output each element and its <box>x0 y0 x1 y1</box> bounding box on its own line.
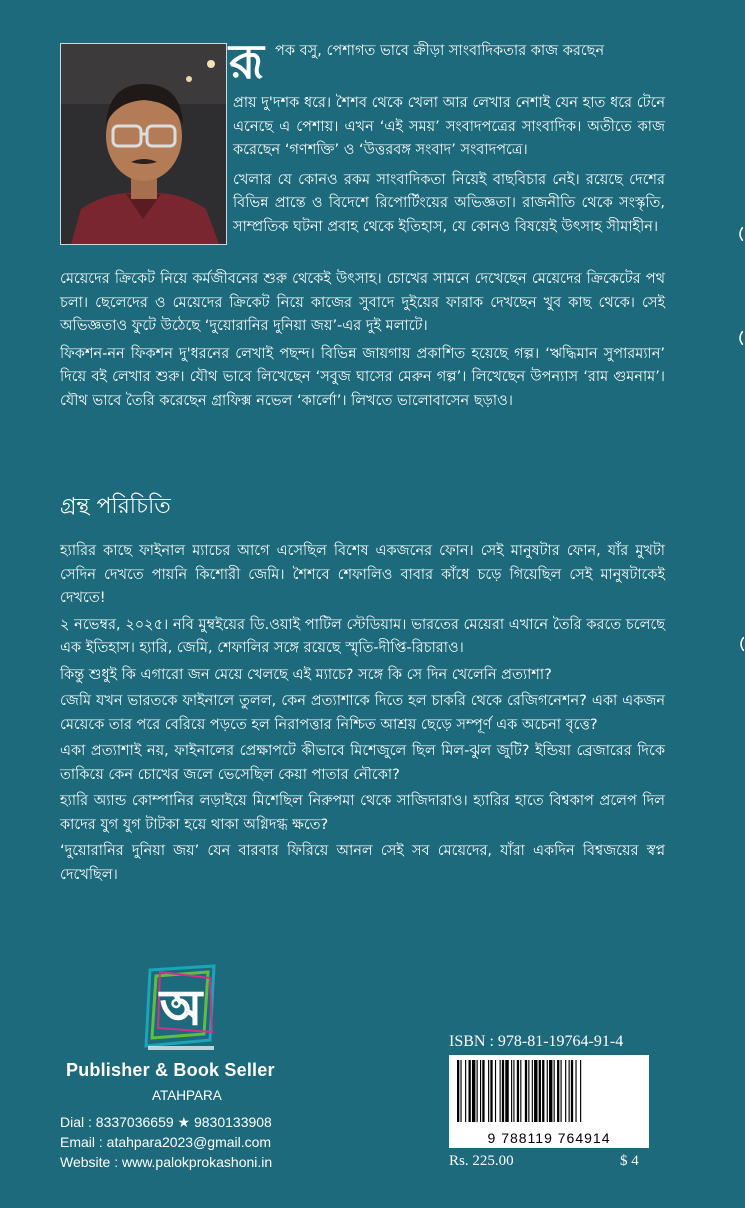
barcode-bars <box>455 1060 643 1128</box>
section-heading: গ্রন্থ পরিচিতি <box>60 494 171 519</box>
author-photo <box>60 43 227 245</box>
publisher-logo-icon <box>140 962 222 1054</box>
blurb-paragraph: হ্যারি অ্যান্ড কোম্পানির লড়াইয়ে মিশেছিল নিরুপমা থেকে সাজিদারাও। হ্যারির হাতে বিশ্বকাপ প্রলেপ দিল কাদের যুগ যুগ টাটকা হয়ে থাকা অগ্নিদগ্ধ ক্ষতে? <box>60 793 665 833</box>
publisher-name: Publisher & Book Seller <box>66 1060 275 1080</box>
publisher-place: ATAHPARA <box>152 1088 222 1103</box>
price-usd: $ 4 <box>620 1153 639 1169</box>
price-inr: Rs. 225.00 <box>449 1153 514 1169</box>
bio-paragraph-3: মেয়েদের ক্রিকেট নিয়ে কর্মজীবনের শুরু থেকেই উৎসাহ। চোখের সামনে দেখেছেন মেয়েদের ক্রিকেটের পথ চলা। ছেলেদের ও মেয়েদের ক্রিকেট নিয়ে কাজের সুবাদে দুইয়ের ফারাক দেখছেন খুব কাছ থেকে। সেই অভিজ্ঞতাও ফুটে উঠেছে ‘দুয়োরানির দুনিয়া জয়’-এর দুই মলাটে। <box>60 271 665 334</box>
book-blurb <box>60 540 665 890</box>
blurb-paragraph: ‘দুয়োরানির দুনিয়া জয়’ যেন বারবার ফিরিয়ে আনল সেই সব মেয়েদের, যাঁরা একদিন বিশ্বজয়ের স্বপ্ন দেখেছিল। <box>60 843 665 883</box>
author-bio-full <box>60 268 665 413</box>
blurb-paragraph: কিন্তু শুধুই কি এগারো জন মেয়ে খেলছে এই ম্যাচে? সঙ্গে কি সে দিন খেলেনি প্রত্যাশা? <box>60 666 552 683</box>
bio-paragraph-1: প্রায় দু'দশক ধরে। শৈশব থেকে খেলা আর লেখার নেশাই যেন হাত ধরে টেনে এনেছে এ পেশায়। এখন ‘এই সময়’ সংবাদপত্রের সাংবাদিক। অতীতে কাজ করেছেন ‘গণশক্তি’ ও ‘উত্তরবঙ্গ সংবাদ’ সংবাদপত্রে। <box>233 95 665 158</box>
blurb-paragraph: একা প্রত্যাশাই নয়, ফাইনালের প্রেক্ষাপটে কীভাবে মিশেজুলে ছিল মিল-ঝুল জুটি? ইন্ডিয়া ব্রেজারের দিকে তাকিয়ে কেন চোখের জলে ভেসেছিল কেয়া পাতার নৌকো? <box>60 743 665 783</box>
publisher-website: Website : www.palokprokashoni.in <box>60 1154 273 1170</box>
isbn-label: ISBN : 978-81-19764-91-4 <box>449 1033 624 1050</box>
barcode-digits: 9 788119 764914 <box>487 1130 611 1146</box>
barcode <box>449 1055 649 1148</box>
bio-first-line: পক বসু, পেশাগত ভাবে ক্রীড়া সাংবাদিকতার কাজ করছেন <box>275 43 605 59</box>
bio-paragraph-4: ফিকশন-নন ফিকশন দু'ধরনের লেখাই পছন্দ। বিভিন্ন জায়গায় প্রকাশিত হয়েছে গল্প। ‘ঋদ্ধিমান সুপারম্যান’ দিয়ে বই লেখার শুরু। যৌথ ভাবে লিখেছেন ‘সবুজ ঘাসের মেরুন গল্প’। লিখেছেন উপন্যাস ‘রাম গুমনাম’। যৌথ ভাবে তৈরি করেছেন গ্রাফিক্স নভেল ‘কার্লো’। লিখতে ভালোবাসেন ছড়াও। <box>60 345 665 409</box>
spine-edge-mark <box>737 226 743 240</box>
blurb-paragraph: হ্যারির কাছে ফাইনাল ম্যাচের আগে এসেছিল বিশেষ একজনের ফোন। সেই মানুষটার ফোন, যাঁর মুখটা সেদিন দেখতে পায়নি কিশোরী জেমি। শৈশবে শেফালিও বাবার কাঁধে চড়ে গিয়েছিল সেই মানুষটাকেই দেখতে! <box>60 543 665 606</box>
blurb-paragraph: জেমি যখন ভারতকে ফাইনালে তুলল, কেন প্রত্যাশাকে দিতে হল চাকরি থেকে রেজিগনেশন? একা একজন মেয়েকে তার পরে বেরিয়ে পড়তে হল নিরাপত্তার নিশ্চিত আশ্রয় ছেড়ে সম্পূর্ণ এক অচেনা বৃত্তে? <box>60 693 665 733</box>
spine-edge-mark <box>738 636 744 650</box>
logo-letter: অ <box>160 980 202 1036</box>
bio-paragraph-2: খেলার যে কোনও রকম সাংবাদিকতা নিয়েই বাছবিচার নেই। রয়েছে দেশের বিভিন্ন প্রান্তে ও বিদেশে রিপোর্টিংয়ের অভিজ্ঞতা। রাজনীতি থেকে সংস্কৃতি, সাম্প্রতিক ঘটনা প্রবাহ থেকে ইতিহাস, যে কোনও বিষয়েই উৎসাহ সীমাহীন। <box>233 171 665 235</box>
author-bio-top <box>233 92 665 239</box>
publisher-email: Email : atahpara2023@gmail.com <box>60 1134 272 1150</box>
blurb-paragraph: ২ নভেম্বর, ২০২৫। নবি মুম্বইয়ের ডি.ওয়াই পাটিল স্টেডিয়াম। ভারতের মেয়েরা এখানে তৈরি করতে চলেছে এক ইতিহাস। হ্যারি, জেমি, শেফালির সঙ্গে রয়েছে স্মৃতি-দীপ্তি-রিচারাও। <box>60 616 665 656</box>
spine-edge-mark <box>737 330 743 344</box>
publisher-dial: Dial : 8337036659 ★ 9830133908 <box>60 1114 272 1130</box>
drop-cap: রূ <box>229 34 264 90</box>
